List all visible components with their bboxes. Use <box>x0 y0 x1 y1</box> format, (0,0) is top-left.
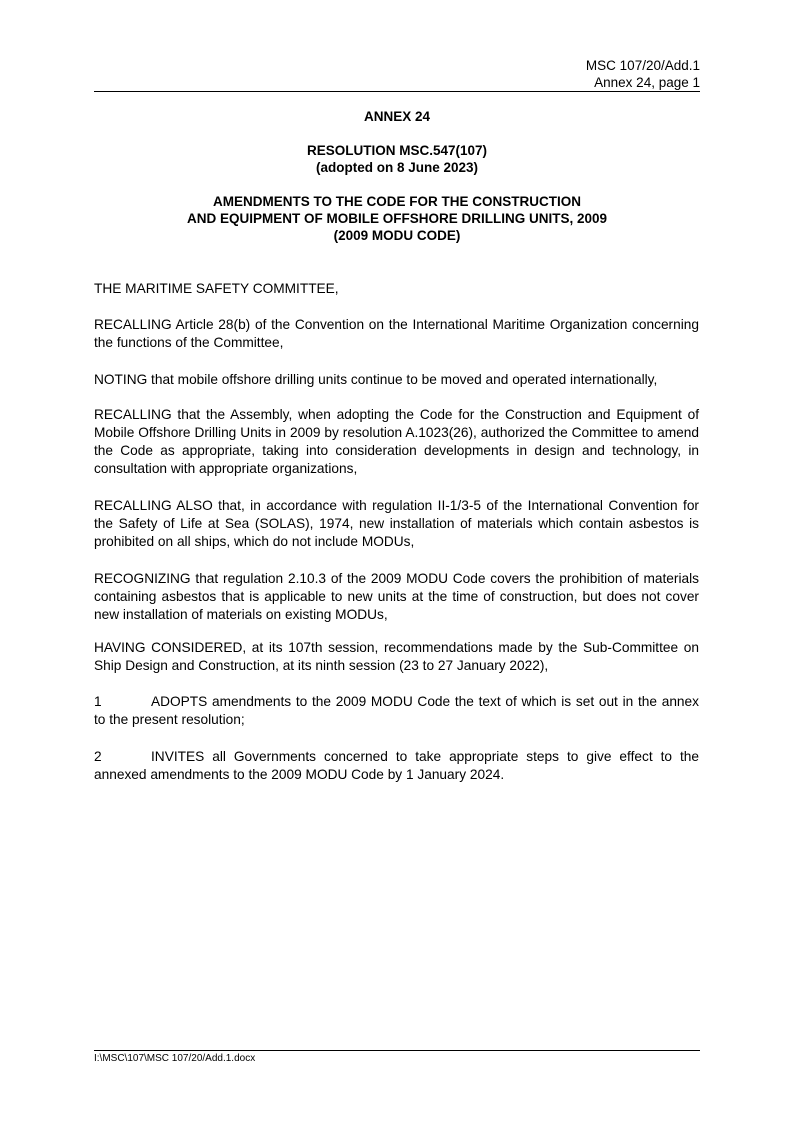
amendments-title-line-3: (2009 MODU CODE) <box>333 228 461 243</box>
preamble-having-considered: HAVING CONSIDERED, at its 107th session, recommendations made by the Sub-Committee on Ship Design and Construction, at its ninth session (23 to 27 January 2022), <box>94 640 699 673</box>
amendments-title-line-1: AMENDMENTS TO THE CODE FOR THE CONSTRUCTION <box>212 194 581 209</box>
document-number: MSC 107/20/Add.1 <box>585 58 700 73</box>
preamble-recalling: RECALLING Article 28(b) of the Convention on the International Maritime Organization concerning the functions of the Committee, <box>94 317 699 350</box>
operative-paragraph-2 <box>94 748 699 784</box>
footer-divider <box>94 1050 700 1051</box>
page-reference: Annex 24, page 1 <box>594 75 700 90</box>
amendments-title <box>94 193 700 244</box>
header-divider <box>94 91 700 92</box>
operative-text: ADOPTS amendments to the 2009 MODU Code the text of which is set out in the annex to the present resolution; <box>94 694 699 727</box>
operative-text: INVITES all Governments concerned to take appropriate steps to give effect to the annexed amendments to the 2009 MODU Code by 1 January 2024. <box>94 749 699 782</box>
page-header <box>94 57 700 91</box>
amendments-title-line-2: AND EQUIPMENT OF MOBILE OFFSHORE DRILLING UNITS, 2009 <box>186 211 608 226</box>
preamble-noting: NOTING that mobile offshore drilling units continue to be moved and operated internationally, <box>94 372 658 387</box>
preamble-recognizing: RECOGNIZING that regulation 2.10.3 of the 2009 MODU Code covers the prohibition of materials containing asbestos that is applicable to new units at the time of construction, but does not cover new installation of materials on existing MODUs, <box>94 571 699 622</box>
preamble-recalling-also: RECALLING ALSO that, in accordance with regulation II-1/3-5 of the International Convention for the Safety of Life at Sea (SOLAS), 1974, new installation of materials which contain asbestos is prohibited on all ships, which do not include MODUs, <box>94 498 699 549</box>
resolution-heading <box>94 142 700 176</box>
annex-title: ANNEX 24 <box>363 109 431 124</box>
operative-number: 2 <box>94 749 102 764</box>
adoption-date: (adopted on 8 June 2023) <box>315 160 479 175</box>
committee-line: THE MARITIME SAFETY COMMITTEE, <box>94 281 339 296</box>
operative-number: 1 <box>94 694 102 709</box>
footer-file-path: I:\MSC\107\MSC 107/20/Add.1.docx <box>94 1053 256 1064</box>
preamble-recalling-assembly: RECALLING that the Assembly, when adopting the Code for the Construction and Equipment of Mobile Offshore Drilling Units in 2009 by resolution A.1023(26), authorized the Committee to amend the Code as appropriate, taking into consideration developments in design and technology, in consultation with appropriate organizations, <box>94 407 699 476</box>
operative-paragraph-1 <box>94 693 699 729</box>
resolution-number: RESOLUTION MSC.547(107) <box>306 143 488 158</box>
